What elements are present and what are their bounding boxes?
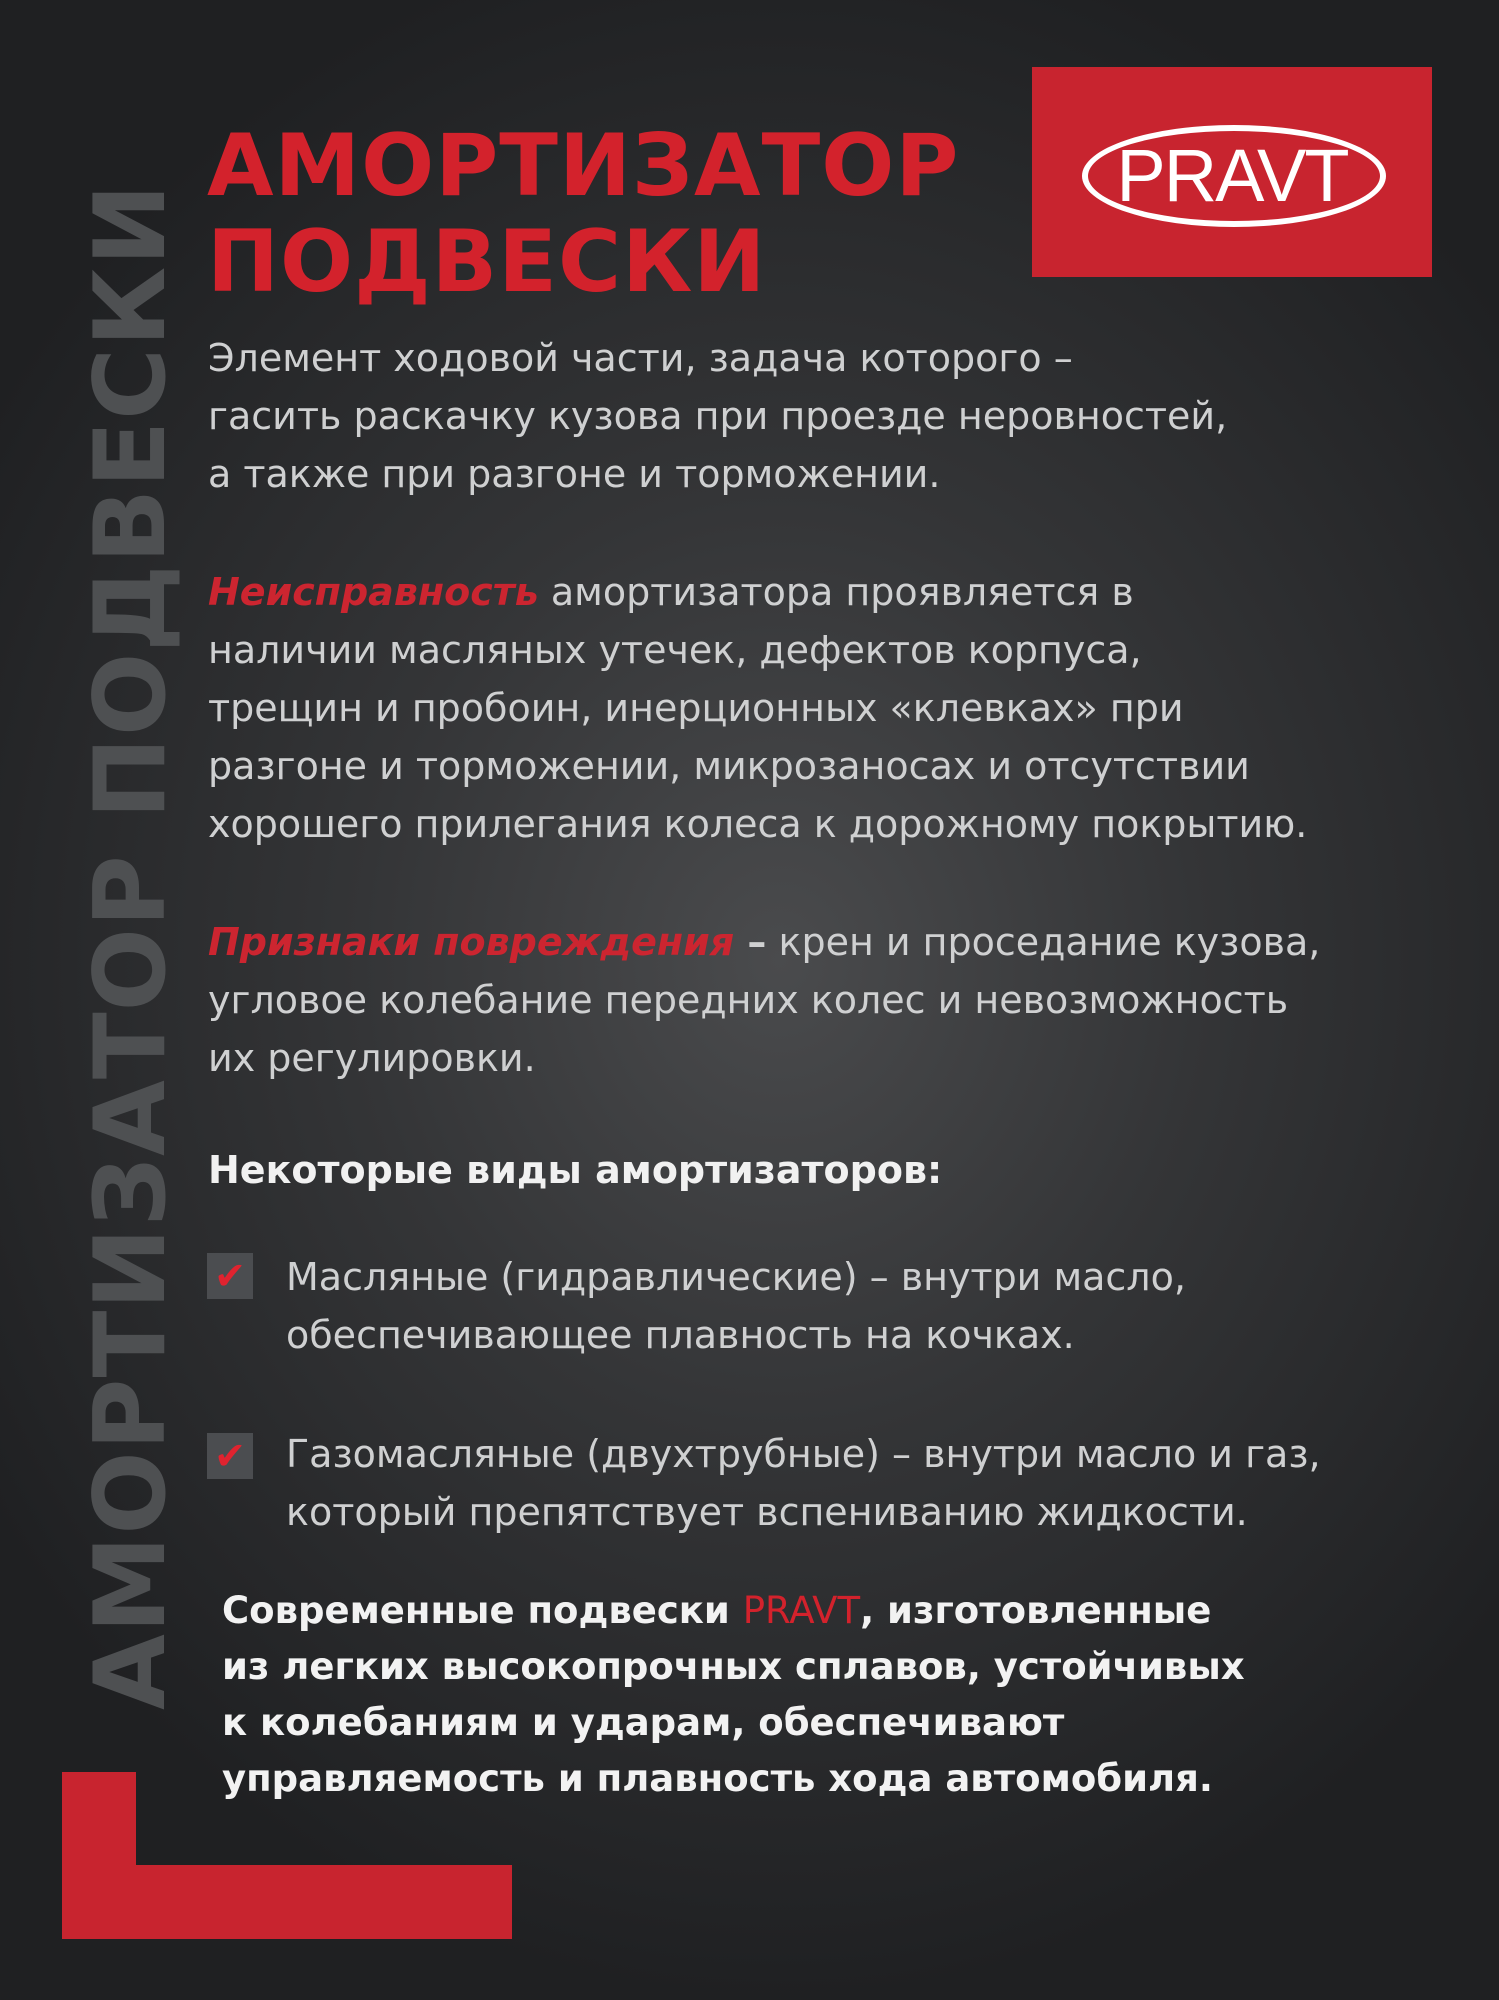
closing-line-3: к колебаниям и ударам, обеспечивают: [222, 1701, 1065, 1744]
closing-line-1: [222, 1583, 1245, 1639]
page-title: [207, 118, 959, 310]
type-item: [286, 1425, 1321, 1541]
side-vertical-title: [0, 0, 188, 1720]
closing-paragraph: [222, 1583, 1245, 1807]
damage-highlight: Признаки повреждения: [208, 920, 735, 964]
page-title-line-1: АМОРТИЗАТОР: [207, 116, 960, 216]
damage-line-1-text: крен и проседание кузова,: [766, 920, 1321, 964]
intro-line-2: гасить раскачку кузова при проезде неровностей,: [208, 394, 1228, 438]
checkmark-glyph: ✔: [214, 1254, 246, 1298]
checkmark-icon: [207, 1253, 253, 1299]
corner-bracket-horizontal: [62, 1865, 512, 1939]
malfunction-line-5: хорошего прилегания колеса к дорожному покрытию.: [208, 802, 1308, 846]
checkmark-icon: [207, 1433, 253, 1479]
malfunction-line-2: наличии масляных утечек, дефектов корпуса,: [208, 628, 1142, 672]
type-item-line-2: обеспечивающее плавность на кочках.: [286, 1313, 1075, 1357]
type-item-line-2: который препятствует вспениванию жидкости.: [286, 1490, 1248, 1534]
types-heading: Некоторые виды амортизаторов:: [208, 1148, 943, 1192]
malfunction-highlight: Неисправность: [208, 570, 539, 614]
side-vertical-title-text: АМОРТИЗАТОР ПОДВЕСКИ: [74, 182, 188, 1710]
type-item-line-1: Масляные (гидравлические) – внутри масло,: [286, 1255, 1186, 1299]
closing-line-1-before: Современные подвески: [222, 1589, 743, 1632]
malfunction-line-4: разгоне и торможении, микрозаносах и отсутствии: [208, 744, 1250, 788]
brand-name: PRAVT: [742, 1589, 861, 1632]
intro-line-1: Элемент ходовой части, задача которого –: [208, 336, 1073, 380]
page-title-line-2: ПОДВЕСКИ: [207, 212, 767, 312]
malfunction-line-1: [208, 563, 1307, 621]
logo-wordmark: PRAVT: [1116, 134, 1348, 217]
intro-paragraph: [208, 329, 1227, 503]
malfunction-paragraph: [208, 563, 1307, 853]
malfunction-line-1-text: амортизатора проявляется в: [538, 570, 1134, 614]
type-item: [286, 1248, 1186, 1364]
damage-line-3: их регулировки.: [208, 1036, 536, 1080]
checkmark-glyph: ✔: [214, 1434, 246, 1478]
pravt-logo: [1032, 67, 1432, 277]
damage-paragraph: [208, 913, 1320, 1087]
damage-line-1: [208, 913, 1320, 971]
intro-line-3: а также при разгоне и торможении.: [208, 452, 941, 496]
damage-line-2: угловое колебание передних колес и невозможность: [208, 978, 1289, 1022]
type-item-line-1: Газомасляные (двухтрубные) – внутри масло и газ,: [286, 1432, 1321, 1476]
closing-line-1-after: , изготовленные: [860, 1589, 1212, 1632]
damage-dash: –: [734, 920, 767, 964]
malfunction-line-3: трещин и пробоин, инерционных «клевках» при: [208, 686, 1184, 730]
closing-line-2: из легких высокопрочных сплавов, устойчивых: [222, 1645, 1245, 1688]
closing-line-4: управляемость и плавность хода автомобиля.: [222, 1757, 1213, 1800]
